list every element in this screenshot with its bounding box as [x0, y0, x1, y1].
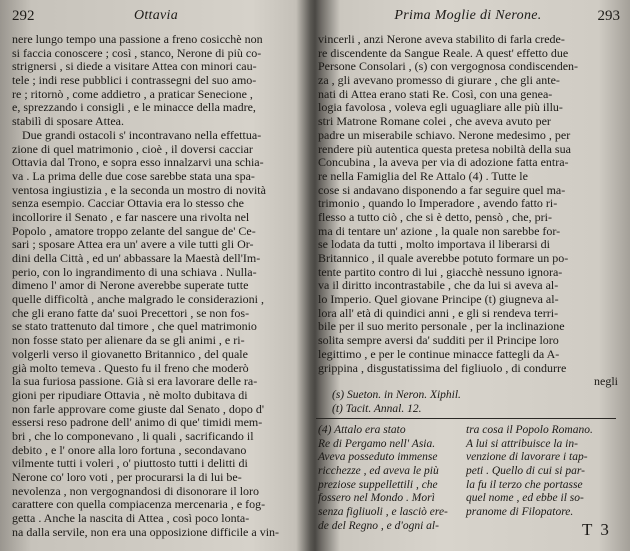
text-line: Nerone co' loro voti , per procurarsi la di lui be- [12, 470, 242, 484]
text-line: re ; ritornò , come addietro , a praticar Senecione , [12, 86, 253, 101]
text-line: perio, con lo ingrandimento di una schiava . Nulla- [12, 264, 257, 279]
text-line: Persone Consolari , (s) con vergognosa condiscenden- [318, 59, 579, 74]
right-page-header [316, 8, 630, 28]
text-line: zione di quel matrimonio , cioè , il doversi cacciar [12, 141, 253, 156]
text-line: Due grandi ostacoli s' incontravano nella effettua- [22, 127, 262, 142]
text-line: ma di tentare un' azione , la quale non sarebbe for- [318, 223, 561, 238]
text-line: quelle difficoltà , anche malgrado le considerazioni , [12, 292, 265, 307]
footnote-divider [316, 418, 616, 419]
text-line: va il diritto incontrastabile , che da lui si aveva al- [318, 278, 559, 293]
text-line: cose si andavano disponendo a far seguire quel ma- [318, 182, 566, 197]
left-body-text [12, 33, 279, 539]
text-line: re discendente da Sangue Reale. A quest' effetto due [318, 45, 569, 60]
text-line: vilmente tutti i voleri , o' piuttosto tutti i delitti di [12, 456, 248, 471]
text-line: dimeno l' amor di Nerone averebbe superate tutte [12, 278, 249, 293]
text-line: essersi reso padrone dell' animo di que' timidi mem- [12, 415, 263, 430]
text-line: gioni per ripudiare Ottavia , nè molto dubitava di [12, 387, 248, 402]
footnote-line: ricchezze , ed aveva le più [318, 465, 439, 478]
text-line: re nella Famiglia del Re Attalo (4) . Tutte le [318, 168, 528, 183]
text-line: nevolenza , non vergognandosi di disonorare il loro [12, 483, 260, 498]
left-page [0, 0, 312, 551]
text-line: na dalla servile, non era una opposizione difficile a vin- [12, 524, 280, 539]
text-line: debito , e l' onore alla loro fortuna , secondavano [12, 442, 247, 457]
footnote-line: peti . Quello di cui si par- [466, 465, 585, 478]
text-line: getta . Anche la nascita di Attea , così poco lonta- [12, 511, 250, 526]
footnote-line: Aveva posseduto immense [318, 451, 438, 464]
text-line: tente partito contro di lui , giacchè nessuno ignora- [318, 264, 563, 279]
text-line: la sua furiosa passione. Già si era lavorare delle ra- [12, 374, 258, 389]
text-line: padre un miserabile schiavo. Nerone medesimo , per [318, 127, 571, 142]
text-line: Popolo , amatore troppo zelante del sangue de' Ce- [12, 223, 256, 238]
marginal-note: (t) Tacit. Annal. 12. [332, 402, 422, 415]
marginal-notes [332, 389, 461, 416]
footnote-column-left [318, 424, 448, 534]
left-page-header [0, 8, 312, 28]
footnote-line: senza figliuoli , e lasciò ere- [318, 506, 448, 519]
text-line: senza esempio. Cacciar Ottavia era lo stesso che [12, 196, 244, 211]
text-line: stabilì di sposare Attea. [12, 114, 124, 129]
text-line: bile per il suo merito personale , per la inclinazione [318, 319, 565, 334]
footnote-line: de del Regno , e d'ogni al- [318, 519, 439, 532]
text-line: legittimo , e per le continue minacce fattegli da A- [318, 346, 560, 361]
footnote-line: preziose suppellettili , che [318, 478, 438, 491]
text-line: incollorire il Senato , e far nascere una rivolta nel [12, 209, 250, 224]
text-line: va . La prima delle due cose sarebbe stata una spa- [12, 168, 255, 183]
text-line: ventosa ingiustizia , e la seconda un mostro di novità [12, 182, 266, 197]
text-line: lora all' età di quindici anni , e gli si rendeva terri- [318, 305, 559, 320]
footnote-column-right [466, 424, 593, 520]
footnote-line: tra cosa il Popolo Romano. [466, 424, 593, 436]
text-line: flesso a tutto ciò , che si è detto, pensò , che, pri- [318, 209, 552, 224]
marginal-note: (s) Sueton. in Neron. Xiphil. [332, 389, 461, 401]
text-line: se stato trattenuto dal timore , che quel matrimonio [12, 319, 257, 334]
text-line: non fosse stato per alienare da se gli animi , e ri- [12, 333, 245, 348]
footnote-line: A lui si attribuisce la in- [466, 437, 578, 450]
text-line: vincerli , anzi Nerone aveva stabilito di farla crede- [318, 32, 565, 46]
text-line: si faccia conoscere ; così , stanco, Nerone di più co- [12, 45, 262, 60]
right-body-text [318, 33, 618, 389]
text-line: sari ; sposare Attea era un' avere a vile tutti gli Or- [12, 237, 254, 252]
footnote-line: la fu il terzo che portasse [466, 478, 583, 491]
footnote-line: Re di Pergamo nell' Asia. [318, 437, 436, 450]
signature-mark: T 3 [582, 520, 611, 539]
text-line: bri , che lo componevano , li quali , sacrificando il [12, 428, 254, 443]
right-running-head: Prima Moglie di Nerone. [394, 8, 542, 23]
text-line: tele ; indi rese pubblici i contrassegni del suo amo- [12, 73, 257, 88]
footnote-line: venzione di lavorare i tap- [466, 451, 588, 464]
text-line: grippina , disgustatissima del figliuolo , di condurre [318, 360, 567, 375]
text-line: carattere con quella compiacenza mercenaria , e fog- [12, 497, 266, 512]
text-line: rendere più autentica questa pretesa nobiltà della sua [318, 141, 571, 156]
text-line: non farle approvare come giuste dal Senato , dopo d' [12, 401, 265, 416]
text-line: nere lungo tempo una passione a freno cosicchè non [12, 32, 263, 46]
footnote-line: quel nome , ed ebbe il so- [466, 492, 584, 505]
left-running-head: Ottavia [133, 8, 179, 23]
text-line: dini della Città , ed un' abbassare la Maestà dell'Im- [12, 251, 261, 265]
text-line: lo Imperio. Quel giovane Principe (t) giugneva al- [318, 292, 559, 307]
text-line: se lodata da tutti , molto importava il liberarsi di [318, 237, 550, 252]
text-line: Concubina , la aveva per via di adozione fatta entra- [318, 155, 569, 170]
text-line: logia favolosa , voleva egli uguagliare alle più illu- [318, 100, 563, 115]
footnote-line: pranome di Filopatore. [466, 506, 574, 519]
text-line: strignersi , si diede a visitare Attea con minori cau- [12, 59, 257, 74]
text-line: solita sempre aversi da' sudditi per il Principe loro [318, 333, 559, 348]
text-line: stri Matrone Romane colei , che aveva avuto per [318, 114, 551, 129]
right-page [316, 0, 630, 551]
right-page-number: 293 [597, 8, 620, 24]
footnote-line: fossero nel Mondo . Morì [318, 492, 435, 505]
left-page-number: 292 [12, 8, 35, 24]
text-line: nati di Attea erano stati Re. Così, con una genea- [318, 86, 553, 101]
text-line: negli [594, 374, 618, 389]
text-line: Britannico , il quale averebbe potuto formare un po- [318, 251, 569, 265]
text-line: za , gli avevano promesso di giurare , che gli ante- [318, 73, 560, 88]
footnote-line: (4) Attalo era stato [318, 424, 406, 436]
text-line: trimonio , quando lo Imperadore , avendo fatto ri- [318, 196, 558, 211]
text-line: volgerli verso il giovanetto Britannico , del quale [12, 346, 248, 361]
text-line: Ottavia dal Trono, e sopra esso innalzarvi una schia- [12, 155, 264, 170]
text-line: che gli erano fatte da' suoi Precettori , se non fos- [12, 305, 250, 320]
text-line: e, sprezzando i consigli , e le minacce della madre, [12, 100, 256, 115]
text-line: già molto temeva . Questo fu il freno che moderò [12, 360, 249, 375]
